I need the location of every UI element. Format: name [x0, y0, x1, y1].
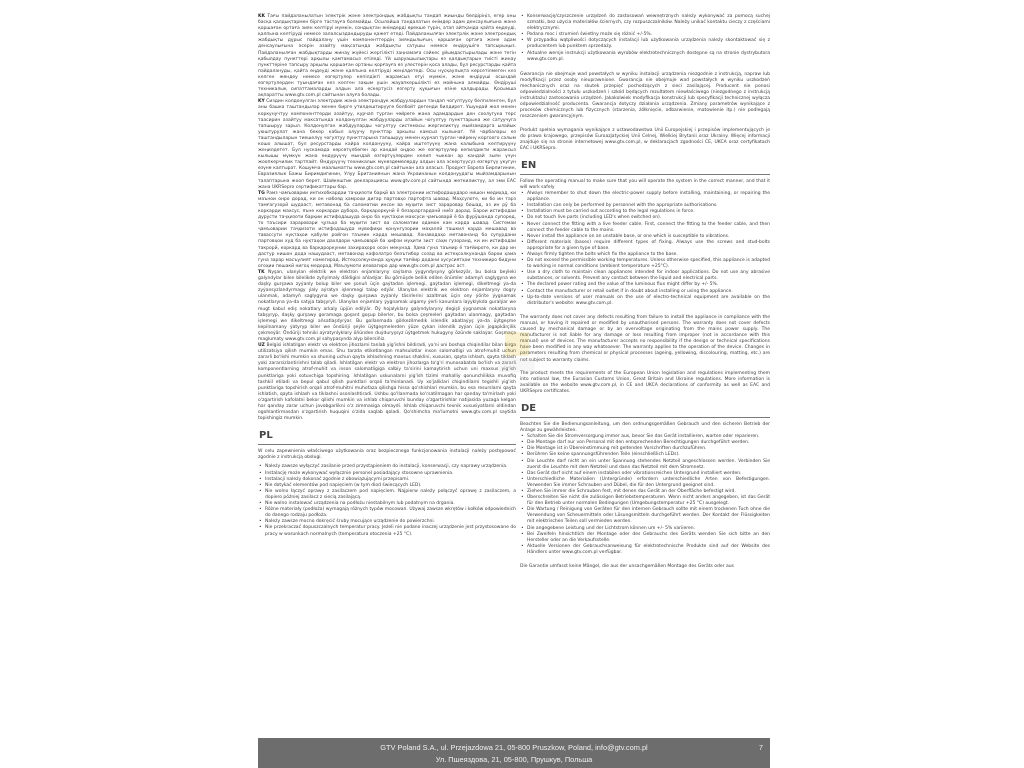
ky-paragraph	[258, 99, 516, 190]
en-item: • Use a dry cloth to maintain clean appliances intended for indoor applications. Do not use any abrasive substances, or solvents. Prevent any contact between the liquid and electrical parts.	[520, 270, 770, 282]
en-intro: Follow the operating manual to make sure that you will operate the system in the correct manner, and that it will work safely	[520, 178, 770, 190]
tk-tag: TK	[258, 269, 265, 275]
de-intro: Beachten Sie die Bedienungsanleitung, um den ordnungsgemäßen Gebrauch und den sicheren Betrieb der Anlage zu gewährleisten.	[520, 421, 770, 434]
de-section-title: DE	[520, 400, 770, 418]
en-item: • Always remember to shut down the electric-power supply before installing, maintaining, or repairing the appliance.	[520, 191, 770, 203]
kk-tag: KK	[258, 14, 265, 19]
en-item: • Do not touch live parts (including LED's when switched on).	[520, 215, 770, 221]
uz-paragraph	[258, 343, 516, 422]
tg-paragraph	[258, 191, 516, 270]
de-item: • Ziehen Sie immer die Schrauben fest, mit denen das Gerät an der Oberfläche befestigt wird.	[520, 489, 770, 495]
en-item: • Contact the manufacturer or retail outlet if in doubt about installing or using the appliance.	[520, 289, 770, 295]
pl-item: • Należy zawsze wyłączyć zasilanie przed przystąpieniem do instalacji, konserwacji, czy naprawy urządzenia.	[258, 464, 516, 470]
en-item: • Never connect the fitting with a live feeder cable. First, connect the fitting to the feeder cable, and then connect the feeder cable to the mains.	[520, 222, 770, 234]
en-section-title: EN	[520, 157, 770, 175]
kk-paragraph	[258, 14, 516, 99]
pl-item: • Aktualne wersje instrukcji użytkowania wyrobów elektrotechnicznych dostępne są na stronie dystrybutora www.gtv.com.pl.	[520, 51, 770, 63]
de-item: • Die Leuchte darf nicht an ein unter Spannung stehendes Netzteil angeschlossen werden. Verbinden Sie zuerst die Leuchte mit dem Netzteil und dann das Netzteil mit dem Stromnetz.	[520, 459, 770, 471]
en-safety-list	[520, 191, 770, 307]
de-item: • Überschreiten Sie nicht die zulässigen Betriebstemperaturen. Wenn nicht anders angegeben, ist das Gerät für den Betrieb unter normalen Bedingungen (Umgebungstemperatur +25 °C) ausgelegt.	[520, 495, 770, 507]
left-column	[258, 14, 516, 538]
pl-item: • Należy zawsze mocno dokręcić śruby mocujące urządzenie do powierzchni.	[258, 519, 516, 525]
pl-item: • Nie wolno łączyć oprawy z zasilaczem pod napięciem. Najpierw należy połączyć oprawę z zasilaczem, a dopiero później zasilacz z siecią zasilającą.	[258, 489, 516, 501]
footer-address-cyrillic: Ул. Пшеяздова, 21, 05-800, Прушкув, Польша	[435, 755, 593, 764]
en-item: • Do not exceed the permissible working temperatures. Unless otherwise specified, this appliance is adapted to working in normal conditions (ambient temperature +25°C).	[520, 258, 770, 270]
pl-item: • Podana moc i strumień świetlny może się różnić +/-5%.	[520, 32, 770, 38]
pl-conformity: Produkt spełnia wymagania wynikające z ustawodawstwa Unii Europejskiej i przepisów implementujących je do prawa krajowego, przepisów Euroazjatyckiej Unii Celnej, Wielkiej Brytanii oraz Ukrainy. Więcej informacji znajduje się na stronie internetowej www.gtv.com.pl, w deklaracjach zgodności CE, UKCA oraz certyfikatach EAC i UKRSepro.	[520, 127, 770, 151]
tk-paragraph	[258, 270, 516, 343]
de-item: • Aktuelle Versionen der Gebrauchsanweisung für elektrotechnische Produkte sind auf der Website des Händlers unter www.gtv.com.pl verfügbar.	[520, 544, 770, 556]
uz-text: Belgisi ishlatilgan elektr va elektron jihozlarni tanlab yig'ishni bildiradi, ya'ni uni boshqa chiqindilar bilan birga utilizatsiya qilish mumkin emas. Shu tarzda etiketlangan mahsulotlar inson salomatligi va atrof-muhit uchun zararli bo'lishi mumkin va shuning uchun qayta ishlashning maxsus shaklini, xususan, qayta ishlash, qayta tiklash yoki zararsizlantirishni talab qiladi. Ishlatilgan elektr va elektron jihozlarga to'g'ri munosabatda bo'lish va zararli komponentlarning atrof-muhit va inson salomatligiga salbiy ta'sirini kamaytirish uchun uni maxsus yig'ish punktlariga yoki sotuvchiga topshiring. Ishlatilgan uskunalarni yig'ish tizimi mahalliy qonunchilikka muvofiq tashkil etiladi va bepul qabul qilish punktlari orqali ta'minlanadi. Uy xo'jaliklari chiqindilarni tegishli yig'ish punktlariga topshirish orqali atrof-muhitni muhofaza qilishga hissa qo'shishlari mumkin, bu esa resurslarni qayta ishlatish, qayta ishlash va tiklashni osonlashtiradi. Ushbu qo'llanmada ko'rsatilmagan har qanday ta'mirlash yoki o'zgartirish kafolatni bekor qilishi mumkin va ishlab chiqaruvchi bunday o'zgartirishlar natijasida yuzaga kelgan har qanday zarar uchun javobgarlikni o'z zimmasiga olmaydi. Ishlab chiqaruvchi texnik xususiyatlarni oldindan ogohlantirmasdan o'zgartirish huquqini o'zida saqlab qoladi. Qo'shimcha ma'lumotni www.gtv.com.pl saytida topishingiz mumkin.	[258, 343, 516, 422]
pl-item: • Różne materiały (podłoża) wymagają różnych typów mocowań. Używaj zawsze wkrętów i kołków odpowiednich do danego rodzaju podłoża.	[258, 507, 516, 519]
footer-bar	[258, 738, 770, 768]
de-item: • Die Wartung / Reinigung von Geräten für den internen Gebrauch sollte mit einem trockenen Tuch ohne die Verwendung von Scheuermitteln oder Lösungsmitteln durchgeführt werden. Der Kontakt der Flüssigkeiten mit elektrischen Teilen soll vermieden werden.	[520, 507, 770, 525]
en-item: • Installation must be carried out according to the legal regulations in force.	[520, 209, 770, 215]
en-item: • The declared power rating and the value of the luminous flux might differ by +/- 5%.	[520, 282, 770, 288]
pl-item: • W przypadku wątpliwości dotyczących instalacji lub użytkowania urządzenia należy skontaktować się z producentem lub punktem sprzedaży.	[520, 38, 770, 50]
de-item: • Das Gerät darf nicht auf einem instabilen oder vibrationsreichen Untergrund installiert werden.	[520, 471, 770, 477]
de-item: • Unterschiedliche Materialien (Untergründe) erfordern unterschiedliche Arten von Befestigungen. Verwenden Sie immer Schrauben und Dübel, die für den Untergrund geeignet sind.	[520, 477, 770, 489]
pl-item: • Instalację może wykonywać wyłącznie personel posiadający stosowne uprawnienia.	[258, 471, 516, 477]
page-number: 7	[758, 743, 763, 752]
watermark-logo-icon	[495, 330, 539, 380]
pl-safety-list-continued	[520, 14, 770, 63]
en-item: • Never install the appliance on an unstable base, or one which is susceptible to vibrations.	[520, 234, 770, 240]
pl-item: • Instalacji należy dokonać zgodnie z obowiązującymi przepisami.	[258, 477, 516, 483]
pl-warranty: Gwarancja nie obejmuje wad powstałych w wyniku instalacji urządzenia niezgodnie z instrukcją, napraw lub modyfikacji przez osoby nieuprawnione. Gwarancja nie obejmuje wad powstałych w wyniku uszkodzeń mechanicznych oraz na skutek przepięć pochodzących z sieci zasilającej. Producent nie ponosi odpowiedzialności z tytułu uszkodzeń i szkód będących rezultatem niewłaściwego (niezgodnego z instrukcją instruktażu) zastosowania urządzeń. Jakakolwiek modyfikacja konstrukcji lub specyfikacji technicznej wyłącza odpowiedzialność producenta. Gwarancja dotyczy działania urządzenia. Zmiany parametrów wynikające z procesów chemicznych lub fizycznych (starzenia, żółknięcie, odbarwienie, matowienie itp.) nie podlegają roszczeniom gwarancyjnym.	[520, 71, 770, 120]
en-item: • Different materials (bases) require different types of fixing. Always use the screws and stud-bolts appropriate for a given type of base.	[520, 240, 770, 252]
pl-item: • Konserwację/czyszczenie urządzeń do zastosowań wewnętrznych należy wykonywać za pomocą suchej szmatki, bez użycia materiałów ściernych, czy rozpuszczalników. Należy unikać kontaktu cieczy z częściami elektrycznymi.	[520, 14, 770, 32]
pl-item: • Nie wolno instalować urządzenia na podłożu niestabilnym lub podatnym na drgania.	[258, 501, 516, 507]
de-safety-list	[520, 434, 770, 556]
de-item: • Bei Zweifeln hinsichtlich der Montage oder des Gebrauchs des Geräts wenden Sie sich bitte an den Hersteller oder an die Verkaufsstelle.	[520, 532, 770, 544]
tk-text: Nyşan, ulanylan elektrik we elektron enjamlaryny saýlama ýygyndysyny görkezýär, bu bolsa beýleki galyndylar bilen bilelikde zyňylmaly däldigini aňladýar. Bu görnüşde bellik edilen önümler adamyň saglygyna we daşky gurşawa zyýanly bolup biler we şonuň üçin gaýtadan işlemegi, gaýtadan işlemegi, dikeltmegi ýa-da zyýansyzlandyrmagy ýaly aýratyn işlenmegi talap edýär. Ulanylan elektrik we elektron enjamlaryny dogry ulanmak, adamyň saglygyna we daşky gurşawa zyýanly täsirlerini azaltmak üçin ony ýörite ýygnamak nokatlaryna ýa-da satyja tabşyryň. Ulanylan enjamlary ýygnamak ulgamy ýerli kanunlara laýyklykda guralýar we mugt kabul ediş nokatlary arkaly üpjün edilýär. Öý hojalyklary galyndylaryny degişli ýygnamak nokatlaryna tabşyryp, daşky gurşawy goramaga goşant goşup bilerler, bu bolsa çeşmeleri gaýtadan ulanmagy, gaýtadan işlemegi we dikeltmegi aňsatlaşdyrýar. Bu gollanmada görkezilmedik islendik abatlaýyş ýa-da üýtgeşme kepilnamany ýatyryp biler we öndüriji şeýle üýtgeşmelerden ýüze çykan islendik zyýan üçin jogapkärçilik çekmeýär. Öndüriji tehniki aýratynlyklary öňünden duýduryşsyz üýtgetmek hukugyny özünde saklaýar. Goşmaça maglumaty www.gtv.com.pl sahypasynda alyp bilersiňiz.	[258, 269, 516, 342]
en-item: • Up-to-date versions of user manuals on the use of electro-technical equipment are available on the distributor's website: www.gtv.com.pl.	[520, 295, 770, 307]
pl-item: • Nie przekraczać dopuszczalnych temperatur pracy. Jeżeli nie podano inaczej urządzenie jest przystosowane do pracy w warunkach normalnych (temperatura otoczenia +25 °C).	[258, 525, 516, 537]
pl-safety-list	[258, 464, 516, 537]
de-item: • Schalten Sie die Stromversorgung immer aus, bevor Sie das Gerät installieren, warten oder reparieren.	[520, 434, 770, 440]
de-warranty: Die Garantie umfasst keine Mängel, die aus der unsachgemäßen Montage des Geräts oder aus	[520, 564, 734, 570]
de-item: • Die Montage ist in Übereinstimmung mit geltenden Vorschriften durchzuführen.	[520, 446, 770, 452]
ky-text: Сиздин колдонулган электрдик жана электрондук жабдуулардын тандап чогултуусу белгиленген, бул аны башка таштандылар менен бирге утилдештирүүгө болбойт дегенди билдирет. Ушундай жол менен коркунучтуу компоненттерди азайтуу, курчап турган чөйрөгө жана адамдардын ден соолугуна терс таасирин азайтуу максатында колдонулган жабдууларды атайын чогултуу пункттарына же сатуучуга тапшыруу зарыл. Колдонулган жабдууларды чогултуу системасы жергиликтүү мыйзамдарга ылайык уюштурулат жана бекер кабыл алуучу пункттар аркылы камсыз кылынат. Үй чарбалары өз таштандыларын тиешелүү чогултуу пункттарына тапшыруу менен курчап турган чөйрөнү коргоого салым кошо алышат, бул ресурстарды кайра колдонууну, кайра иштетүүнү жана калыбына келтирүүнү жеңилдетет. Бул нускамада көрсөтүлбөгөн ар кандай оңдоо же өзгөртүүлөр кепилдикти жараксыз кылышы мүмкүн жана өндүрүүчү мындай өзгөртүүлөрдөн келип чыккан ар кандай зыян үчүн жоопкерчилик тартпайт. Өндүрүүчү техникалык мүнөздөмөлөрдү алдын ала эскертүүсүз өзгөртүү укугун өзүнө калтырат. Кошумча маалыматты www.gtv.com.pl сайтынан ала аласыз. Продукт Европа Бирлигинин, Евразиялык Бажы Биримдигинин, Улуу Британиянын жана Украинанын колдонуудагы мыйзамдарынын талаптарына жооп берет. Шайкештик декларациясы www.gtv.com.pl сайтында жеткиликтүү, ал эми EAC жана UKRSepro сертификаттары бар.	[258, 99, 516, 190]
kk-text: Тағы пайдаланылатын электрік және электрондық жабдықты тандап жиынды бөлдіріңіз, егер оны басқа қалдықтармен бірге тастауға болмайды. Осылайша тандалатын өнімдер адам денсаулығына және қоршаған ортаға зиян келтіруі мүмкін, сондықтан өнімдерді өрекше түрін, атап айтқанда қайта өңдеуді, қалпына келтіруді немесе залалсыздандыруды қажет етеді. Пайдаланылған электрлік және электрондық жабдықты дұрыс пайдалану үшін компоненттердің зияндылығын, қоршаған ортаға және адам денсаулығына әсерін азайту мақсатында жабдықты сатушы немесе өндірушіге тапсырыңыз. Пайдаланылған жабдықтарды жинау жүйесі жергілікті заңнамаға сәйкес ұйымдастырылады және тегін қабылдау пункттері арқылы қамтамасыз етіледі. Үй шаруашылықтары өз қалдықтарын тиісті жинау пункттеріне тапсыру арқылы қоршаған ортаны қорғауға өз үлестерін қоса алады, бұл ресурстарды қайта пайдалануды, қайта өңдеуді және қалпына келтіруді жеңілдетеді. Осы нұсқаулықта көрсетілмеген кез келген жөндеу немесе өзгертулер кепілдікті жарамсыз етуі мүмкін, және өндіруші осындай өзгертулерден туындаған кез келген зақым үшін жауапкершілікті өз мойнына алмайды. Өндіруші техникалық сипаттамаларды алдын ала ескертусіз өзгерту құқығын өзіне қалдырады. Қосымша ақпаратты www.gtv.com.pl сайтынан алуға болады.	[258, 14, 516, 99]
en-conformity: The product meets the requirements of the European Union legislation and regulations implementing them into national law, the Eurasian Customs Union, Great Britain and Ukraine regulations. More information is available on the website www.gtv.com.pl, in CE and UKCA declarations of conformity as well as EAC and UKRSepro certificates.	[520, 370, 770, 394]
de-item: • Berühren Sie keine spannungsführenden Teile (einschließlich LEDs).	[520, 452, 770, 458]
ky-tag: KY	[258, 99, 265, 105]
en-item: • Always firmly tighten the bolts which fix the appliance to the base.	[520, 252, 770, 258]
en-warranty: The warranty does not cover any defects resulting from failure to install the appliance in compliance with the manual, or having it repaired or modified by unauthorised persons. The warranty does not cover defects caused by mechanical damage or by an overvoltage originating from the mains power supply. The manufacturer is not liable for any damage or loss resulting from improper (not in accordance with this manual) use of devices. The manufacturer accepts no responsibility if the design or technical specifications have been modified in any way whatsoever. The warranty applies to the operation of the device. Changes in parameters resulting from chemical or physical processes (ageing, yellowing, discolouring, matting, etc.) are not subject to warranty claims.	[520, 314, 770, 363]
en-item: • Installation can only be performed by personnel with the appropriate authorisations.	[520, 203, 770, 209]
pl-section-title: PL	[258, 427, 516, 445]
pl-item: • Nie dotykać elementów pod napięciem (w tym diod świecących LED).	[258, 483, 516, 489]
footer-address: GTV Poland S.A., ul. Przejazdowa 21, 05-800 Pruszkow, Poland, info@gtv.com.pl	[380, 743, 648, 752]
de-item: • Die angegebene Leistung und der Lichtstrom können um +/- 5% variieren.	[520, 526, 770, 532]
right-column	[520, 14, 770, 570]
tg-tag: TG	[258, 190, 265, 196]
de-item: • Die Montage darf nur von Personal mit den entsprechenden Berechtigungen durchgeführt werden.	[520, 440, 770, 446]
pl-intro: W celu zapewnienia właściwego użytkowania oraz bezpiecznego funkcjonowania instalacji należy postępować zgodnie z instrukcją obsługi.	[258, 449, 516, 461]
tg-text: Рамз чамъоварии интихобкардаи таҷҳизоти барқӣ ва электронии истифодашударо нишон медиҳад, ки маънои онро дорад, ки он набояд ҳамроҳи дигар партовҳо партофта шавад. Маҳсулоте, ки бо ин тарз тамғагузорӣ шудааст, метавонад ба саломатии инсон ва муҳити зист зараровар бошад, аз ин рӯ ба коркарди махсус, яъне коркарди дубора, барқароркунӣ ё безараргардонӣ ниёз дорад. Барои истифодаи дурусти таҷҳизоти барқии истифодашуда онро ба нуқтаҳои махсуси ҷамъоварӣ ё ба фурӯшанда супоред, то таъсири зараровари ҷузъҳо ба муҳити зист ва саломатии одамон кам карда шавад. Системаи ҷамъоварии таҷҳизоти истифодашуда мувофиқи қонунгузории маҳаллӣ ташкил карда мешавад ва тавассути нуқтаҳои қабули ройгон таъмин карда мешавад. Хонаводаҳо метавонанд бо супурдани партовҳои худ ба нуқтаҳои дахлдори ҷамъоварӣ ба ҳифзи муҳити зист саҳм гузоранд, ки ин истифодаи такрорӣ, коркард ва барқароркунии захираҳоро осон мекунад. Ҳама гуна таъмир ё тағйироте, ки дар ин дастур нишон дода нашудааст, метавонад кафолатро беэътибор созад ва истеҳсолкунанда барои ҳама гуна зарар масъулият намегирад. Истеҳсолкунанда ҳуқуқи тағйир додани хусусиятҳои техникиро бидуни огоҳии пешакӣ нигоҳ медорад. Маълумоти иловагиро дар www.gtv.com.pl дастрас аст.	[258, 190, 517, 269]
uz-tag: UZ	[258, 343, 265, 349]
